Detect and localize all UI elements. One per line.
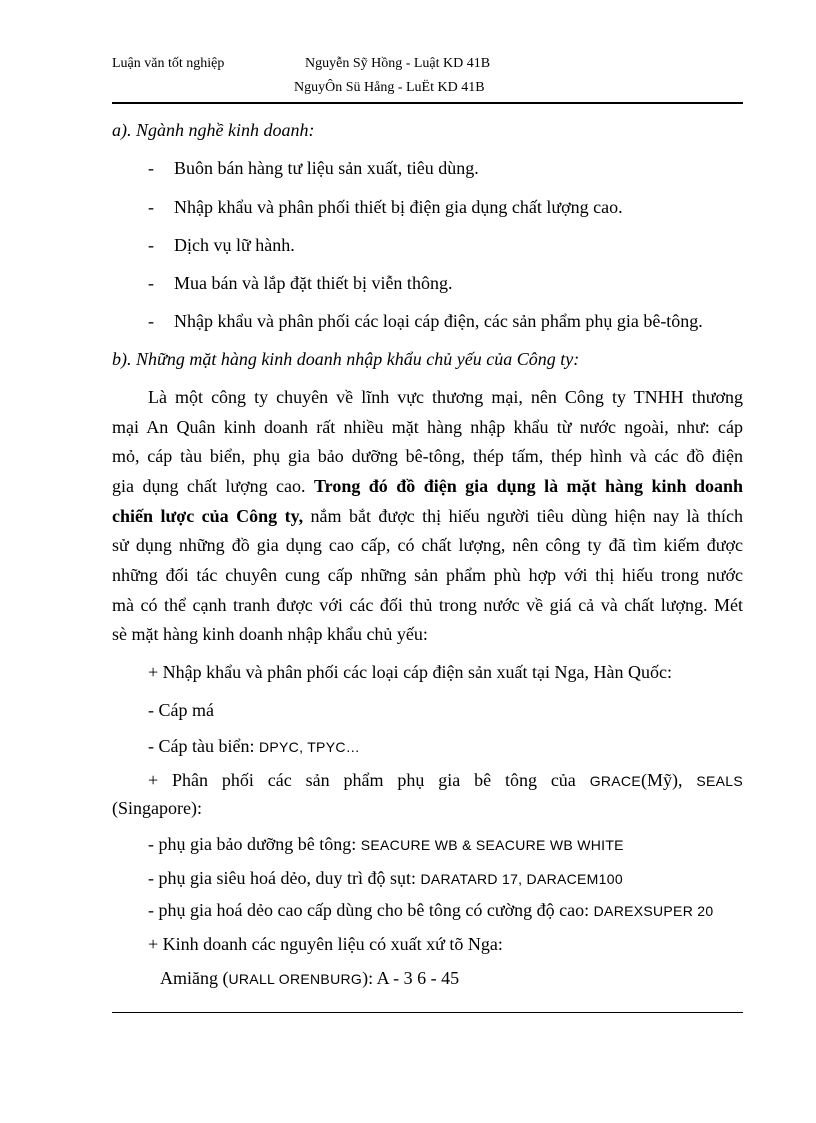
product-codes: DAREXSUPER 20 (593, 903, 714, 919)
material-item: Amiăng (URALL ORENBURG): A - 3 6 - 45 (160, 968, 460, 988)
product-codes: DARATARD 17, DARACEM100 (420, 871, 623, 887)
paragraph-line: mà có thể cạnh tranh được với các đối thủ trong nước về giá cả và chất lượng. Mét (112, 595, 743, 615)
header-author-line1: Nguyễn Sỹ Hồng - Luật KD 41B (305, 56, 491, 71)
paragraph-text: gia dụng chất lượng cao. (112, 476, 306, 496)
paragraph-bold-text: Trong đó đồ điện gia dụng là mặt hàng kinh doanh (313, 476, 743, 496)
paragraph-bold-text: chiến lược của Công ty, (112, 506, 304, 526)
section-a-title: a). Ngành nghề kinh doanh: (112, 120, 315, 140)
paragraph-line (112, 474, 743, 498)
product-codes: URALL ORENBURG (228, 971, 363, 987)
paragraph-line (112, 504, 743, 528)
brand-name: SEALS (696, 773, 743, 789)
header-rule (112, 102, 743, 104)
paragraph-line: mại An Quân kinh doanh rất nhiều mặt hàng nhập khẩu từ nước ngoài, như: cáp (112, 417, 743, 437)
cable-item: - Cáp tàu biển: DPYC, TPYC… (148, 736, 361, 756)
paragraph-line: mỏ, cáp tàu biển, phụ gia bảo dưỡng bê-tông, thép tấm, thép hình và các đồ điện (112, 446, 743, 466)
cable-heading: + Nhập khẩu và phân phối các loại cáp điện sản xuất tại Nga, Hàn Quốc: (148, 662, 672, 682)
paragraph-line: sử dụng những đồ gia dụng cao cấp, có chất lượng, nên công ty đã tìm kiếm được (112, 535, 743, 555)
paragraph-line: sè mặt hàng kinh doanh nhập khẩu chủ yếu: (112, 624, 428, 644)
cable-item: - Cáp má (148, 700, 214, 720)
material-heading: + Kinh doanh các nguyên liệu có xuất xứ tõ Nga: (148, 934, 503, 954)
product-codes: SEACURE WB & SEACURE WB WHITE (360, 837, 624, 853)
header-left: Luận văn tốt nghiệp (112, 56, 225, 71)
paragraph-text: nắm bắt được thị hiếu người tiêu dùng hiện nay là thích (310, 506, 743, 526)
paragraph-line: Là một công ty chuyên về lĩnh vực thương mại, nên Công ty TNHH thương (148, 387, 743, 407)
paragraph-line: những đối tác chuyên cung cấp những sản phẩm phù hợp với thị hiếu trong nước (112, 565, 743, 585)
product-codes: DPYC, TPYC… (258, 739, 361, 755)
additive-heading-cont: (Singapore): (112, 798, 202, 818)
brand-name: GRACE (589, 773, 641, 789)
additive-item: - phụ gia hoá dẻo cao cấp dùng cho bê tông có cường độ cao: DAREXSUPER 20 (148, 900, 714, 920)
additive-item: - phụ gia siêu hoá dẻo, duy trì độ sụt: DARATARD 17, DARACEM100 (148, 868, 623, 888)
additive-item: - phụ gia bảo dưỡng bê tông: SEACURE WB & SEACURE WB WHITE (148, 834, 624, 854)
footer-rule (112, 1012, 743, 1013)
additive-heading: + Phân phối các sản phẩm phụ gia bê tông của GRACE(Mỹ), SEALS (148, 770, 743, 790)
header-author-line2: NguyÔn Sü Hång - LuËt KD 41B (294, 80, 485, 95)
section-b-title: b). Những mặt hàng kinh doanh nhập khẩu chủ yếu của Công ty: (112, 349, 580, 369)
